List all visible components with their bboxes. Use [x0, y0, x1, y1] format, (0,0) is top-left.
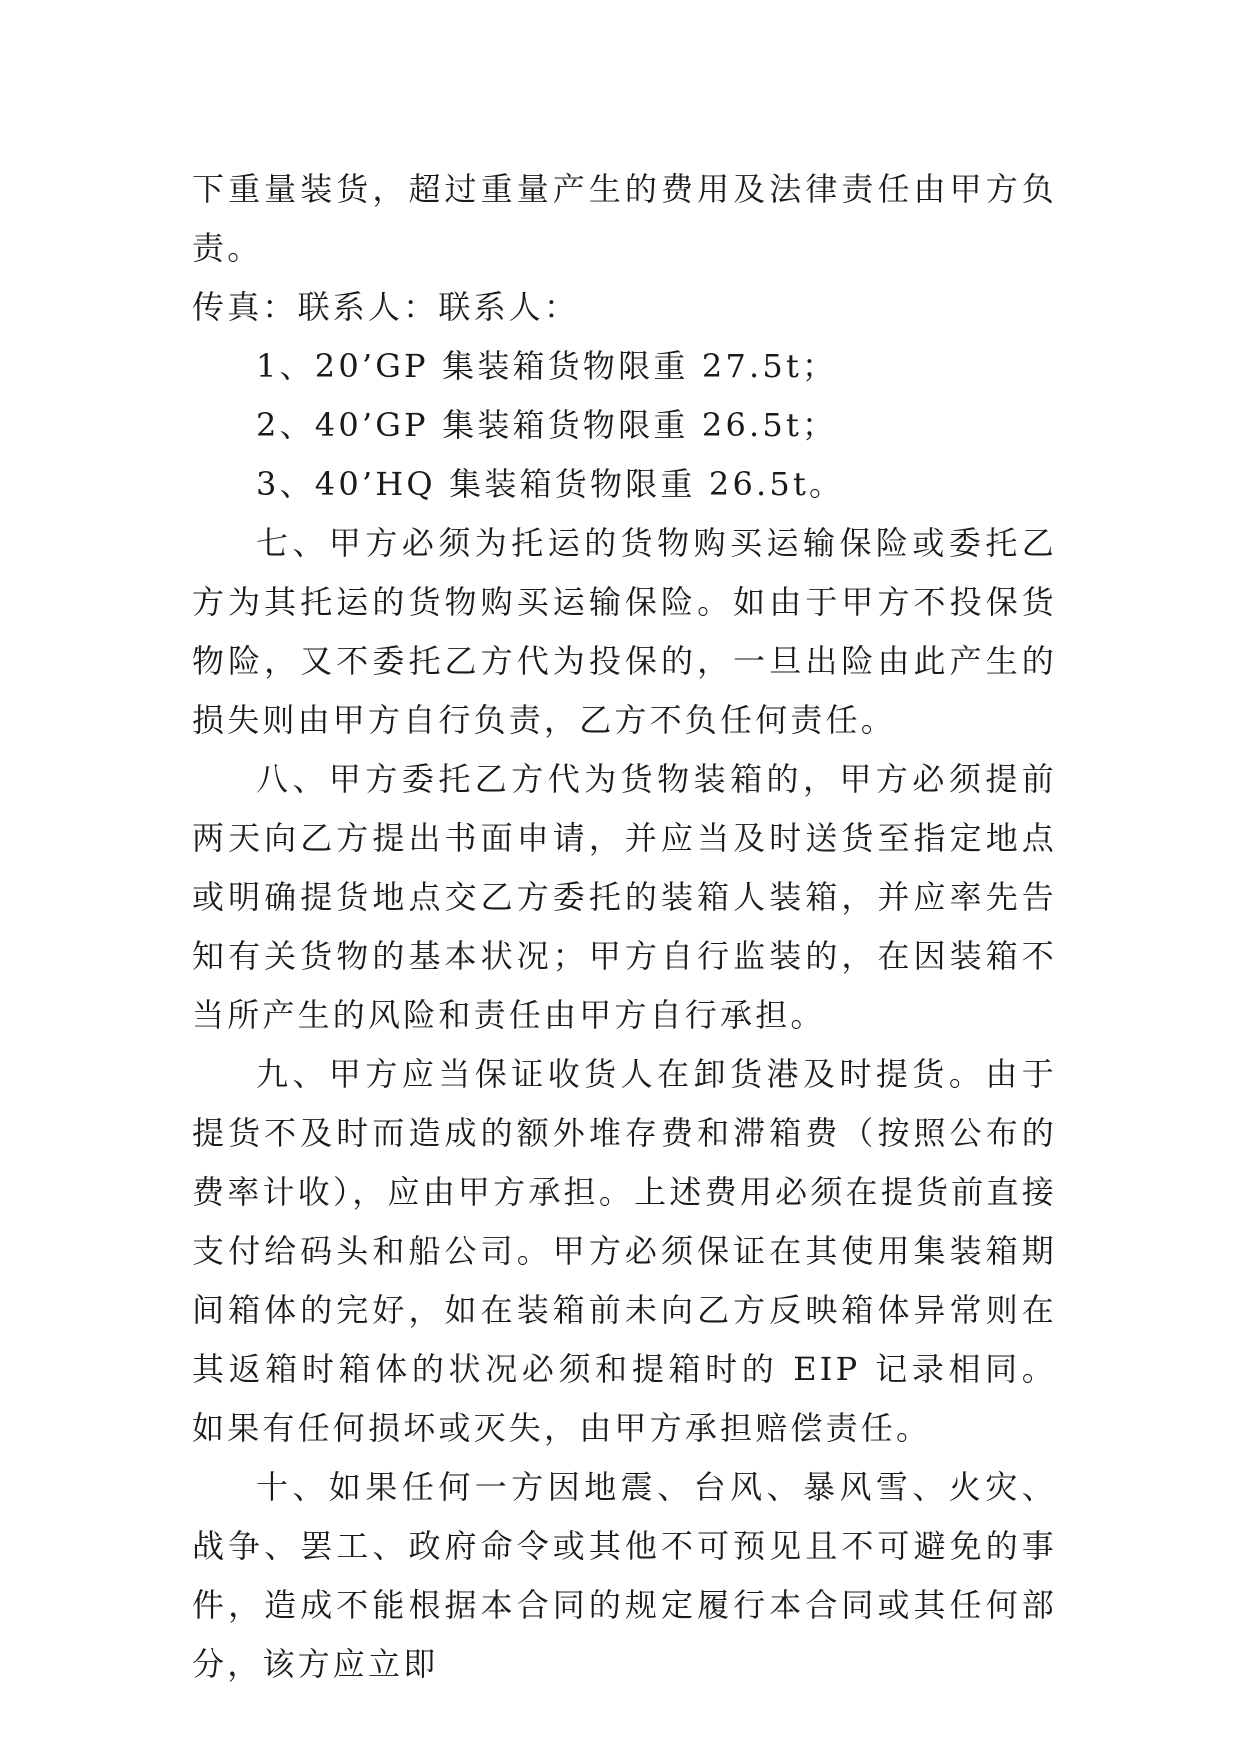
list-item-40gp-limit: 2、40’GP 集装箱货物限重 26.5t；: [256, 406, 838, 444]
paragraph-weight-liability: 下重量装货，超过重量产生的费用及法律责任由甲方负责。: [192, 170, 1057, 267]
list-item-20gp-limit: 1、20’GP 集装箱货物限重 27.5t；: [256, 347, 838, 385]
clause-eight-packing: 八、甲方委托乙方代为货物装箱的，甲方必须提前两天向乙方提出书面申请，并应当及时送货至指定地点或明确提货地点交乙方委托的装箱人装箱，并应率先告知有关货物的基本状况；甲方自行监装的，在因装箱不当所产生的风险和责任由甲方自行承担。: [192, 760, 1057, 1034]
paragraph-fax-contacts: 传真：联系人：联系人：: [192, 288, 580, 326]
clause-nine-pickup: 九、甲方应当保证收货人在卸货港及时提货。由于提货不及时而造成的额外堆存费和滞箱费（按照公布的费率计收），应由甲方承担。上述费用必须在提货前直接支付给码头和船公司。甲方必须保证在其使用集装箱期间箱体的完好，如在装箱前未向乙方反映箱体异常则在其返箱时箱体的状况必须和提箱时的 EIP 记录相同。如果有任何损坏或灭失，由甲方承担赔偿责任。: [192, 1055, 1057, 1447]
document-body: [192, 160, 1057, 1694]
clause-seven-insurance: 七、甲方必须为托运的货物购买运输保险或委托乙方为其托运的货物购买运输保险。如由于甲方不投保货物险，又不委托乙方代为投保的，一旦出险由此产生的损失则由甲方自行负责，乙方不负任何责任。: [192, 524, 1057, 739]
clause-ten-force-majeure: 十、如果任何一方因地震、台风、暴风雪、火灾、战争、罢工、政府命令或其他不可预见且不可避免的事件，造成不能根据本合同的规定履行本合同或其任何部分，该方应立即: [192, 1468, 1057, 1683]
list-item-40hq-limit: 3、40’HQ 集装箱货物限重 26.5t。: [256, 465, 845, 503]
